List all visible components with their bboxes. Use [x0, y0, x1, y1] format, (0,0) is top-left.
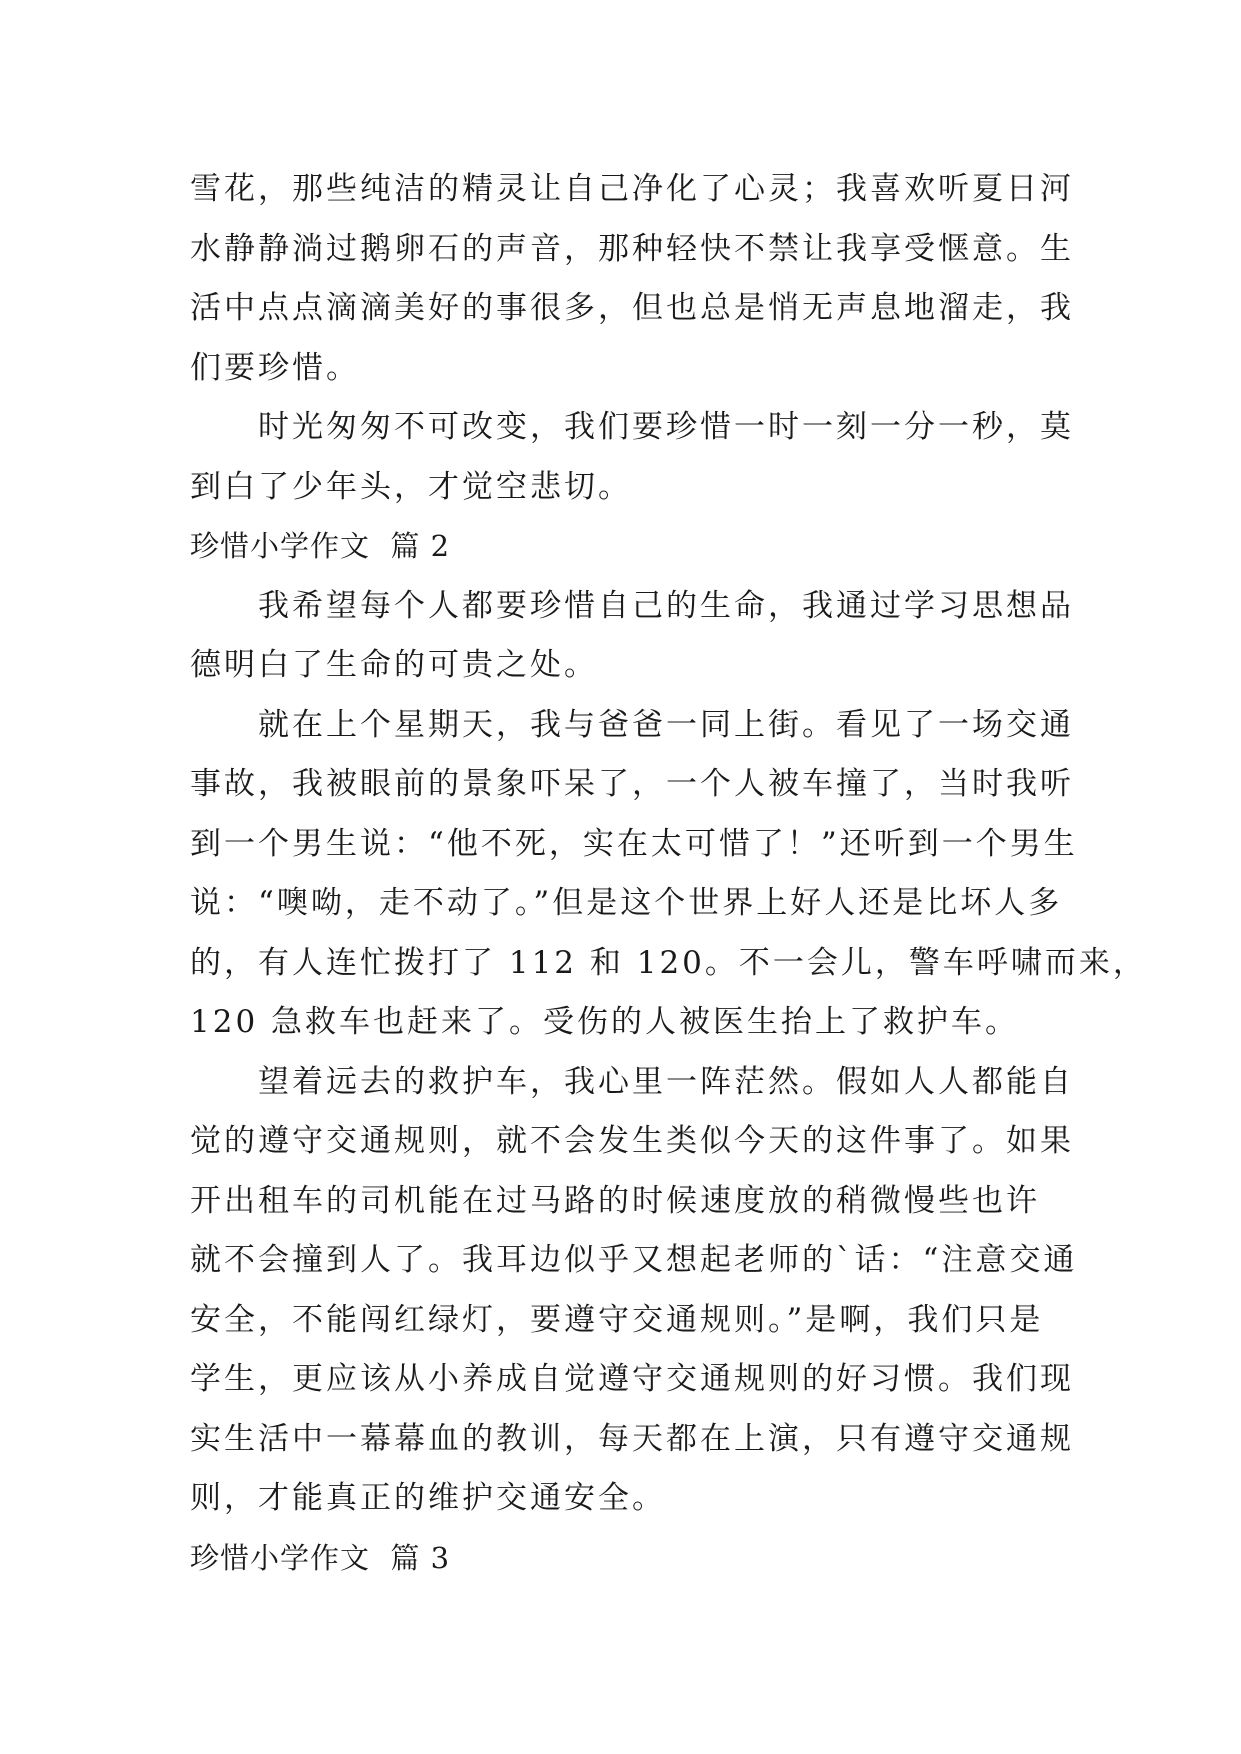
text-line: 雪花，那些纯洁的精灵让自己净化了心灵；我喜欢听夏日河: [190, 171, 1074, 207]
paragraph: [190, 577, 1074, 696]
text-line: 120 急救车也赶来了。受伤的人被医生抬上了救护车。: [190, 1004, 1020, 1040]
text-line: 到一个男生说：“他不死，实在太可惜了！”还听到一个男生: [190, 825, 1078, 862]
text-line: 的，有人连忙拨打了 112 和 120。不一会儿，警车呼啸而来，: [190, 944, 1147, 981]
text-line: 水静静淌过鹅卵石的声音，那种轻快不禁让我享受惬意。生: [190, 230, 1074, 267]
paragraph: [190, 160, 1074, 398]
section-heading: 珍惜小学作文 篇 2: [190, 529, 451, 563]
text-line: 开出租车的司机能在过马路的时候速度放的稍微慢些也许: [190, 1182, 1040, 1219]
text-line: 说：“噢呦，走不动了。”但是这个世界上好人还是比坏人多: [190, 885, 1063, 921]
paragraph: [190, 1053, 1078, 1529]
text-line: 们要珍惜。: [190, 349, 360, 386]
text-line: 时光匆匆不可改变，我们要珍惜一时一刻一分一秒，莫: [258, 409, 1074, 445]
text-line: 事故，我被眼前的景象吓呆了，一个人被车撞了，当时我听: [190, 766, 1074, 802]
text-line: 就不会撞到人了。我耳边似乎又想起老师的`话：“注意交通: [190, 1242, 1078, 1278]
text-line: 安全，不能闯红绿灯，要遵守交通规则。”是啊，我们只是: [190, 1301, 1044, 1338]
text-line: 德明白了生命的可贵之处。: [190, 647, 598, 683]
text-line: 就在上个星期天，我与爸爸一同上街。看见了一场交通: [258, 706, 1074, 743]
document-body: [190, 160, 1147, 1588]
text-line: 望着远去的救护车，我心里一阵茫然。假如人人都能自: [258, 1063, 1074, 1100]
text-line: 我希望每个人都要珍惜自己的生命，我通过学习思想品: [258, 587, 1074, 624]
text-line: 实生活中一幕幕血的教训，每天都在上演，只有遵守交通规: [190, 1420, 1074, 1457]
text-line: 学生，更应该从小养成自觉遵守交通规则的好习惯。我们现: [190, 1361, 1074, 1397]
paragraph: [190, 398, 1074, 517]
text-line: 则，才能真正的维护交通安全。: [190, 1480, 666, 1516]
text-line: 觉的遵守交通规则，就不会发生类似今天的这件事了。如果: [190, 1123, 1074, 1159]
section-heading: 珍惜小学作文 篇 3: [190, 1540, 451, 1575]
text-line: 到白了少年头，才觉空悲切。: [190, 468, 632, 505]
text-line: 活中点点滴滴美好的事很多，但也总是悄无声息地溜走，我: [190, 290, 1074, 326]
paragraph: [190, 696, 1147, 1053]
